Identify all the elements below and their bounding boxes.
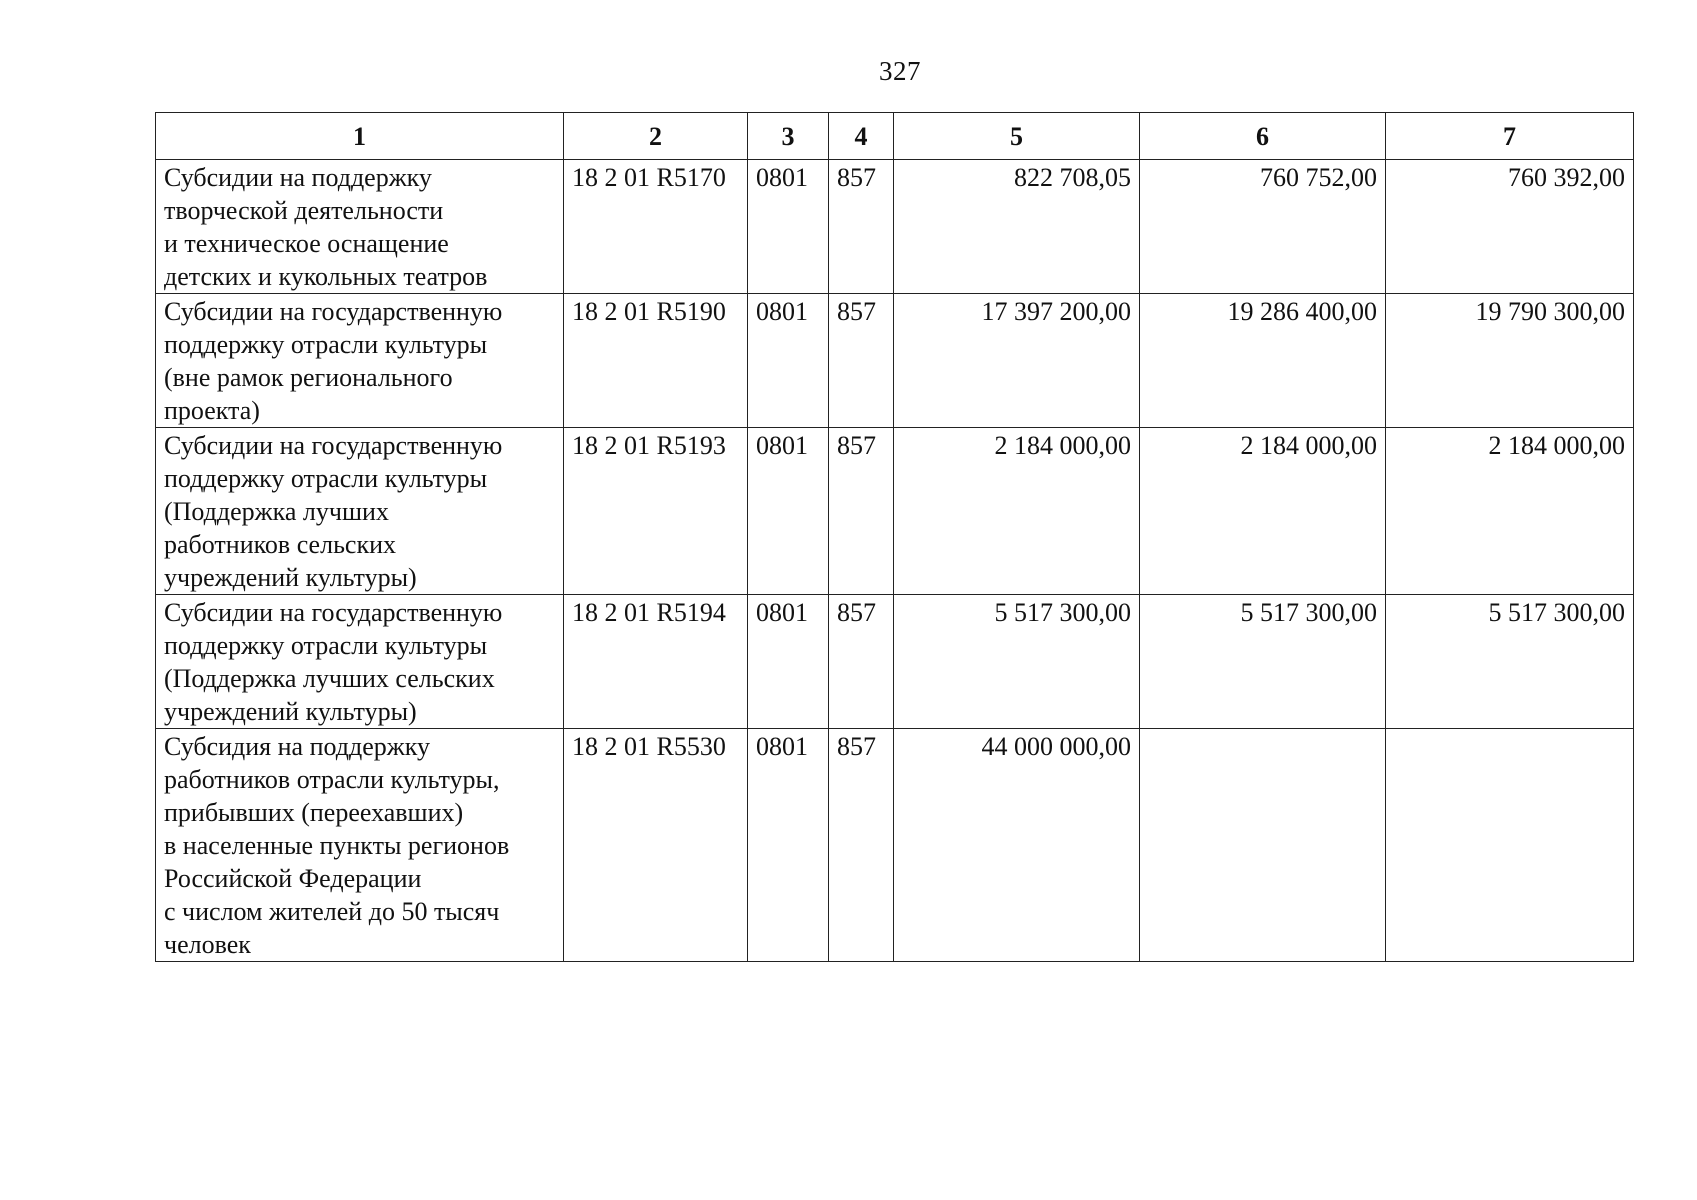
- row-name-line: (Поддержка лучших сельских: [164, 664, 495, 693]
- row-value-6: 19 286 400,00: [1140, 294, 1386, 428]
- column-header-6: 6: [1140, 113, 1386, 160]
- row-value-5: 5 517 300,00: [894, 595, 1140, 729]
- row-name-line: учреждений культуры): [164, 697, 417, 726]
- row-name-line: Субсидии на поддержку: [164, 163, 432, 192]
- row-name-line: Субсидия на поддержку: [164, 732, 430, 761]
- row-name-line: Субсидии на государственную: [164, 598, 503, 627]
- row-value-7: [1386, 729, 1634, 962]
- row-name-line: человек: [164, 930, 251, 959]
- row-code: 18 2 01 R5170: [564, 160, 748, 294]
- row-name-line: прибывших (переехавших): [164, 798, 464, 827]
- row-name-line: с числом жителей до 50 тысяч: [164, 897, 500, 926]
- row-name: [156, 729, 564, 962]
- row-value-5: 2 184 000,00: [894, 428, 1140, 595]
- row-name-line: творческой деятельности: [164, 196, 444, 225]
- row-value-6: [1140, 729, 1386, 962]
- row-name-line: проекта): [164, 396, 260, 425]
- row-section: 0801: [748, 729, 829, 962]
- row-name: [156, 428, 564, 595]
- row-type: 857: [829, 294, 894, 428]
- row-name-line: (вне рамок регионального: [164, 363, 453, 392]
- row-value-7: 5 517 300,00: [1386, 595, 1634, 729]
- row-section: 0801: [748, 428, 829, 595]
- row-value-7: 2 184 000,00: [1386, 428, 1634, 595]
- column-header-7: 7: [1386, 113, 1634, 160]
- row-value-5: 44 000 000,00: [894, 729, 1140, 962]
- table-row: [156, 729, 1634, 962]
- row-code: 18 2 01 R5193: [564, 428, 748, 595]
- row-name: [156, 160, 564, 294]
- budget-table: [155, 112, 1634, 962]
- row-value-5: 822 708,05: [894, 160, 1140, 294]
- row-section: 0801: [748, 294, 829, 428]
- column-header-2: 2: [564, 113, 748, 160]
- row-value-7: 19 790 300,00: [1386, 294, 1634, 428]
- row-name-line: поддержку отрасли культуры: [164, 330, 488, 359]
- row-value-5: 17 397 200,00: [894, 294, 1140, 428]
- table-row: [156, 294, 1634, 428]
- row-type: 857: [829, 160, 894, 294]
- table-header-row: [156, 113, 1634, 160]
- row-code: 18 2 01 R5194: [564, 595, 748, 729]
- row-value-6: 760 752,00: [1140, 160, 1386, 294]
- row-value-6: 5 517 300,00: [1140, 595, 1386, 729]
- table-row: [156, 595, 1634, 729]
- row-name: [156, 294, 564, 428]
- row-code: 18 2 01 R5530: [564, 729, 748, 962]
- row-name-line: работников сельских: [164, 530, 397, 559]
- row-value-6: 2 184 000,00: [1140, 428, 1386, 595]
- column-header-3: 3: [748, 113, 829, 160]
- row-code: 18 2 01 R5190: [564, 294, 748, 428]
- row-section: 0801: [748, 595, 829, 729]
- row-name-line: и техническое оснащение: [164, 229, 449, 258]
- column-header-4: 4: [829, 113, 894, 160]
- row-name-line: Субсидии на государственную: [164, 297, 503, 326]
- column-header-1: 1: [156, 113, 564, 160]
- row-name-line: (Поддержка лучших: [164, 497, 389, 526]
- row-type: 857: [829, 729, 894, 962]
- row-name-line: Российской Федерации: [164, 864, 422, 893]
- row-name: [156, 595, 564, 729]
- row-value-7: 760 392,00: [1386, 160, 1634, 294]
- row-name-line: Субсидии на государственную: [164, 431, 503, 460]
- row-name-line: работников отрасли культуры,: [164, 765, 500, 794]
- page-number: 327: [879, 56, 921, 86]
- row-name-line: в населенные пункты регионов: [164, 831, 510, 860]
- column-header-5: 5: [894, 113, 1140, 160]
- row-name-line: поддержку отрасли культуры: [164, 631, 488, 660]
- table-row: [156, 160, 1634, 294]
- row-type: 857: [829, 595, 894, 729]
- row-name-line: поддержку отрасли культуры: [164, 464, 488, 493]
- table-row: [156, 428, 1634, 595]
- row-name-line: учреждений культуры): [164, 563, 417, 592]
- row-type: 857: [829, 428, 894, 595]
- row-name-line: детских и кукольных театров: [164, 262, 488, 291]
- row-section: 0801: [748, 160, 829, 294]
